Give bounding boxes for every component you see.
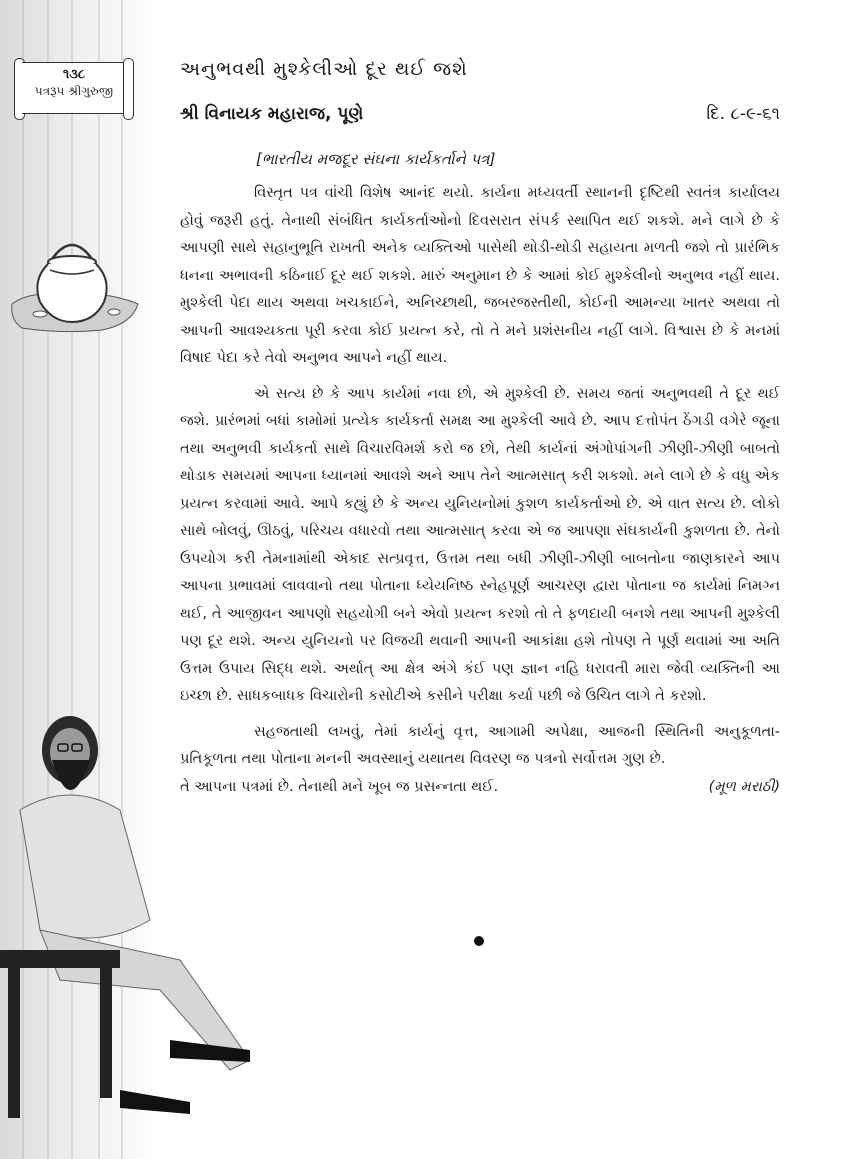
end-bullet-icon — [474, 936, 484, 946]
letter-title: અનુભવથી મુશ્કેલીઓ દૂર થઈ જશે — [180, 58, 468, 80]
original-language-note: (મૂળ મરાઠી) — [708, 778, 780, 795]
closing-line: તે આપના પત્રમાં છે. તેનાથી મને ખૂબ જ પ્રસન્નતા થઈ. — [180, 778, 499, 795]
letter-subtitle: [ભારતીય મજદૂર સંઘના કાર્યકર્તાને પત્ર] — [256, 150, 496, 168]
paragraph-2: એ સત્ય છે કે આપ કાર્યમાં નવા છો, એ મુશ્કેલી છે. સમય જતાં અનુભવથી તે દૂર થઈ જશે. પ્રારંભમાં બધાં કામોમાં પ્રત્યેક કાર્યકર્તા સમક્ષ આ મુશ્કેલી આવે છે. આપ દત્તોપંત ઠેંગડી વગેરે જૂના તથા અનુભવી કાર્યકર્તા સાથે વિચારવિમર્શ કરો જ છો, તેથી કાર્યનાં અંગોપાંગની ઝીણી-ઝીણી બાબતો થોડાક સમયમાં આપના ધ્યાનમાં આવશે અને આપ તેને આત્મસાત્ કરી શકશો. મને લાગે છે કે વધુ એક પ્રયત્ન કરવામાં આવે. આપે કહ્યું છે કે અન્ય યુનિયનોમાં કુશળ કાર્યકર્તાઓ છે. એ વાત સત્ય છે. લોકો સાથે બોલવું, ઊઠવું, પરિચય વધારવો તથા આત્મસાત્ કરવા એ જ આપણા સંઘકાર્યની કુશળતા છે. તેનો ઉપયોગ કરી તેમનામાંથી એકાદ સત્પ્રવૃત્ત, ઉત્તમ તથા બધી ઝીણી-ઝીણી બાબતોના જાણકારને આપ આપના પ્રભાવમાં લાવવાનો તથા પોતાના ધ્યેયનિષ્ઠ સ્નેહપૂર્ણ આચરણ દ્વારા પોતાના જ કાર્યમાં નિમગ્ન થઈ, તે આજીવન આપણો સહયોગી બને એવો પ્રયત્ન કરશો તો તે ફળદાયી બનશે તથા આપની મુશ્કેલી પણ દૂર થશે. અન્ય યુનિયનો પર વિજયી થવાની આપની આકાંક્ષા હશે તોપણ તે પૂર્ણ થવામાં આ અતિ ઉત્તમ ઉપાય સિદ્ધ થશે. અર્થાત્ આ ક્ષેત્ર અંગે કંઈ પણ જ્ઞાન નહિ ધરાવતી મારા જેવી વ્યક્તિની આ ઇચ્છા છે. સાધકબાધક વિચારોની કસોટીએ કસીને પરીક્ષા કર્યા પછી જે ઉચિત લાગે તે કરશો. — [180, 385, 780, 704]
letter-date: દિ. ૮-૯-૬૧ — [706, 104, 780, 124]
page-number-scroll — [14, 58, 134, 118]
book-title: પત્રરૂપ શ્રીગુરુજી — [34, 84, 114, 98]
paragraph-3: સહજતાથી લખવું, તેમાં કાર્યનું વૃત્ત, આગામી અપેક્ષા, આજની સ્થિતિની અનુકૂળતા-પ્રતિકૂળતા તથા પોતાના મનની અવસ્થાનું યથાતથ વિવરણ જ પત્રનો સર્વોત્તમ ગુણ છે. — [180, 723, 780, 767]
paragraph-1: વિસ્તૃત પત્ર વાંચી વિશેષ આનંદ થયો. કાર્યના મધ્યવર્તી સ્થાનની દૃષ્ટિથી સ્વતંત્ર કાર્યાલય હોવું જરૂરી હતું. તેનાથી સંબંધિત કાર્યકર્તાઓનો દિવસરાત સંપર્ક સ્થાપિત થઈ શકશે. મને લાગે છે કે આપણી સાથે સહાનુભૂતિ રાખતી અનેક વ્યક્તિઓ પાસેથી થોડી-થોડી સહાયતા મળતી જશે તો પ્રારંભિક ધનના અભાવની કઠિનાઈ દૂર થઈ શકશે. મારું અનુમાન છે કે આમાં કોઈ મુશ્કેલીનો અનુભવ નહીં થાય. મુશ્કેલી પેદા થાય અથવા ખચકાઈને, અનિચ્છાથી, જબરજસ્તીથી, કોઈની આમન્યા ખાતર અથવા તો આપની આવશ્યકતા પૂરી કરવા કોઈ પ્રયત્ન કરે, તો તે મને પ્રશંસનીય નહીં લાગે. વિશ્વાસ છે કે મનમાં વિષાદ પેદા કરે તેવો અનુભવ આપને નહીં થાય. — [180, 185, 780, 366]
closing-row — [180, 774, 780, 802]
letter-addressee: શ્રી વિનાયક મહારાજ, પૂણે — [180, 104, 364, 124]
page-number: ૧૩૮ — [62, 67, 86, 82]
clay-pot-icon — [10, 232, 140, 342]
letter-body — [180, 180, 780, 801]
